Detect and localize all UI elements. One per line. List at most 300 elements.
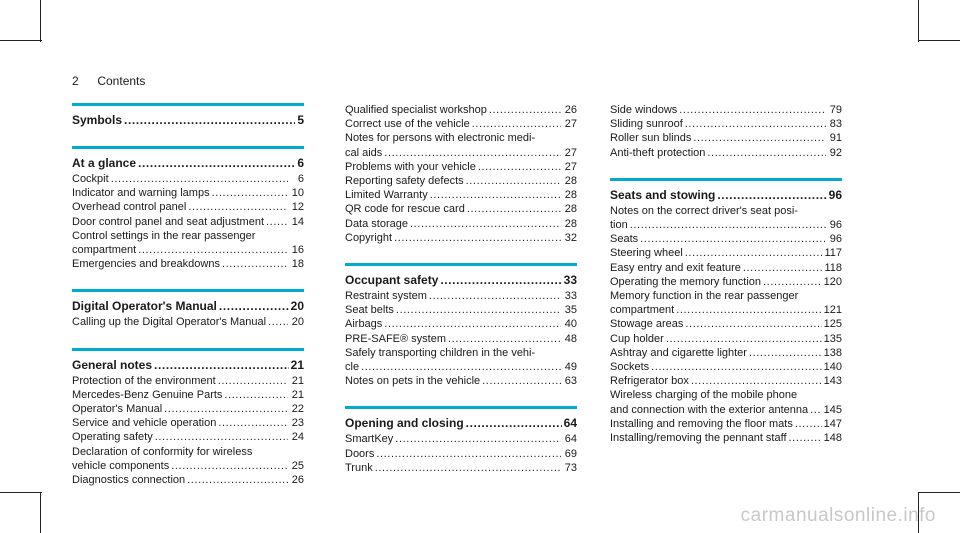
toc-entry[interactable] — [72, 374, 304, 388]
toc-entry[interactable] — [345, 202, 577, 216]
leader-dots — [795, 417, 822, 431]
leader-dots — [478, 160, 561, 174]
entry-line — [610, 218, 842, 232]
section-heading[interactable] — [345, 273, 577, 288]
entry-line — [72, 200, 304, 214]
toc-entry[interactable] — [610, 388, 842, 416]
toc-entry[interactable] — [72, 430, 304, 444]
toc-entry[interactable] — [72, 229, 304, 257]
entry-label: Side windows — [610, 104, 678, 116]
entry-page: 63 — [564, 375, 577, 388]
entry-line — [610, 131, 842, 145]
toc-entry[interactable] — [610, 131, 842, 145]
toc-entry[interactable] — [610, 146, 842, 160]
section-divider — [610, 178, 842, 181]
leader-dots — [395, 432, 561, 446]
entry-label: Operating the memory function — [610, 275, 762, 288]
entry-page: 148 — [823, 432, 842, 445]
leader-dots — [666, 332, 822, 346]
leader-dots — [384, 146, 561, 160]
entry-label: Problems with your vehicle — [345, 160, 476, 173]
entry-page: 32 — [564, 231, 577, 244]
toc-entry[interactable] — [345, 447, 577, 461]
leader-dots — [268, 315, 288, 329]
crop-mark — [918, 492, 960, 493]
section-divider — [72, 146, 304, 149]
section-heading[interactable] — [72, 299, 304, 314]
entry-line — [610, 103, 842, 117]
toc-entry[interactable] — [72, 172, 304, 186]
toc-section — [72, 348, 304, 488]
entry-label: Doors — [345, 447, 375, 460]
entry-page: 10 — [291, 187, 304, 200]
leader-dots — [679, 103, 826, 117]
leader-dots — [111, 172, 288, 186]
leader-dots — [685, 317, 821, 331]
entry-page: 118 — [824, 261, 842, 274]
leader-dots — [749, 346, 822, 360]
entry-line — [345, 217, 577, 231]
entry-line — [345, 360, 577, 374]
leader-dots — [717, 188, 826, 203]
entry-page: 22 — [291, 403, 304, 416]
toc-column-2 — [345, 103, 577, 493]
leader-dots — [440, 273, 561, 288]
entry-page: 83 — [829, 118, 842, 131]
entry-page: 35 — [564, 304, 577, 317]
toc-entry[interactable] — [72, 402, 304, 416]
entry-line — [610, 117, 842, 131]
section-divider — [72, 289, 304, 292]
entry-label: Calling up the Digital Operator's Manual — [72, 316, 267, 329]
entry-page: 27 — [564, 118, 577, 131]
entry-line — [72, 430, 304, 444]
entry-label: Installing/removing the pennant staff — [610, 432, 787, 445]
entry-line — [345, 317, 577, 331]
toc-entry[interactable] — [72, 315, 304, 329]
leader-dots — [467, 202, 561, 216]
entry-line — [345, 174, 577, 188]
toc-entry[interactable] — [72, 388, 304, 402]
entry-page: 18 — [291, 258, 304, 271]
entry-page: 96 — [829, 219, 842, 232]
section-page: 6 — [297, 156, 304, 170]
leader-dots — [489, 103, 561, 117]
leader-dots — [266, 215, 288, 229]
entry-label: Notes on pets in the vehicle — [345, 375, 481, 388]
leader-dots — [430, 188, 561, 202]
toc-entry[interactable] — [345, 317, 577, 331]
toc-entry[interactable] — [345, 188, 577, 202]
entry-label: Correct use of the vehicle — [345, 118, 470, 131]
entry-page: 121 — [823, 304, 842, 317]
leader-dots — [394, 231, 561, 245]
entry-page: 79 — [829, 104, 842, 116]
toc-entry[interactable] — [610, 346, 842, 360]
entry-page: 20 — [291, 316, 304, 329]
leader-dots — [789, 431, 822, 445]
toc-entry[interactable] — [610, 317, 842, 331]
entry-page: 16 — [291, 244, 304, 257]
page-header — [72, 74, 145, 88]
entry-label: and connection with the exterior antenna — [610, 403, 809, 416]
entry-line — [345, 432, 577, 446]
entry-line — [610, 346, 842, 360]
entry-page: 145 — [823, 403, 842, 416]
section-title: At a glance — [72, 156, 137, 170]
entry-page: 117 — [824, 247, 842, 260]
entry-label: compartment — [72, 244, 137, 257]
toc-entry[interactable] — [345, 303, 577, 317]
toc-entry[interactable] — [72, 257, 304, 271]
entry-page: 140 — [823, 361, 842, 374]
entry-label: Service and vehicle operation — [72, 417, 217, 430]
entry-line — [72, 388, 304, 402]
section-heading[interactable] — [72, 156, 304, 171]
entry-label: Operator's Manual — [72, 403, 163, 416]
crop-mark — [40, 492, 41, 533]
leader-dots — [361, 360, 561, 374]
entry-label: Door control panel and seat adjustment — [72, 215, 265, 228]
leader-dots — [375, 461, 561, 475]
leader-dots — [685, 246, 823, 260]
entry-line — [345, 289, 577, 303]
leader-dots — [482, 374, 561, 388]
leader-dots — [763, 275, 822, 289]
toc-entry[interactable] — [345, 160, 577, 174]
toc-entry[interactable] — [345, 174, 577, 188]
toc-entry[interactable] — [345, 131, 577, 159]
entry-line — [72, 215, 304, 229]
entry-label: Data storage — [345, 217, 408, 230]
crop-mark — [0, 492, 42, 493]
entry-line — [345, 146, 577, 160]
entry-label: Notes for persons with electronic medi- — [345, 132, 536, 145]
section-divider — [345, 263, 577, 266]
toc-entry[interactable] — [72, 186, 304, 200]
toc-entry[interactable] — [345, 217, 577, 231]
section-page: 20 — [290, 299, 304, 314]
entry-line — [72, 243, 304, 257]
entry-label: compartment — [610, 304, 675, 317]
leader-dots — [810, 403, 822, 417]
leader-dots — [640, 232, 826, 246]
entry-label: Ashtray and cigarette lighter — [610, 346, 747, 359]
section-divider — [72, 103, 304, 106]
entry-page: 27 — [564, 146, 577, 159]
leader-dots — [396, 303, 561, 317]
entry-line — [345, 447, 577, 461]
entry-label: Memory function in the rear passenger — [610, 290, 799, 303]
entry-page: 143 — [823, 375, 842, 388]
crop-mark — [40, 0, 41, 42]
entry-line — [345, 160, 577, 174]
toc-entry[interactable] — [72, 473, 304, 487]
entry-page: 64 — [564, 433, 577, 446]
toc-entry[interactable] — [610, 360, 842, 374]
entry-label: PRE-SAFE® system — [345, 332, 447, 345]
leader-dots — [472, 117, 561, 131]
entry-line — [345, 374, 577, 388]
entry-label: SmartKey — [345, 433, 394, 446]
page-title: Contents — [97, 74, 146, 88]
section-page: 21 — [290, 357, 304, 372]
leader-dots — [219, 299, 289, 314]
leader-dots — [164, 402, 288, 416]
page-number: 2 — [72, 74, 79, 88]
entry-label: Trunk — [345, 461, 373, 474]
leader-dots — [630, 218, 826, 232]
entry-line — [72, 315, 304, 329]
leader-dots — [155, 430, 288, 444]
entry-page: 73 — [564, 461, 577, 474]
toc-entry[interactable] — [345, 117, 577, 131]
entry-page: 92 — [829, 146, 842, 159]
section-heading[interactable] — [72, 113, 304, 128]
entry-line — [610, 332, 842, 346]
toc-entry[interactable] — [610, 289, 842, 317]
entry-page: 14 — [291, 215, 304, 228]
entry-page: 69 — [564, 447, 577, 460]
leader-dots — [466, 174, 561, 188]
toc-entry[interactable] — [345, 289, 577, 303]
crop-mark — [918, 0, 919, 42]
entry-line — [610, 232, 842, 246]
toc-entry[interactable] — [72, 416, 304, 430]
entry-line — [345, 461, 577, 475]
leader-dots — [154, 358, 289, 373]
leader-dots — [691, 374, 822, 388]
entry-line — [610, 403, 842, 417]
entry-line — [610, 204, 842, 218]
entry-label: Sockets — [610, 361, 650, 374]
entry-line — [72, 229, 304, 243]
leader-dots — [188, 200, 288, 214]
crop-mark — [918, 40, 960, 41]
leader-dots — [222, 257, 288, 271]
entry-line — [72, 459, 304, 473]
entry-label: cle — [345, 361, 360, 374]
entry-line — [72, 172, 304, 186]
entry-line — [610, 374, 842, 388]
toc-entry[interactable] — [345, 103, 577, 117]
entry-label: Indicator and warning lamps — [72, 187, 210, 200]
entry-line — [610, 360, 842, 374]
toc-entry[interactable] — [345, 374, 577, 388]
entry-label: Refrigerator box — [610, 375, 689, 388]
leader-dots — [676, 303, 821, 317]
entry-line — [72, 416, 304, 430]
entry-page: 33 — [564, 290, 577, 303]
leader-dots — [448, 332, 561, 346]
toc-section — [72, 103, 304, 128]
toc-entry[interactable] — [72, 215, 304, 229]
toc-entry[interactable] — [610, 275, 842, 289]
toc-entry[interactable] — [610, 246, 842, 260]
entry-label: Wireless charging of the mobile phone — [610, 389, 798, 402]
entry-page: 125 — [823, 318, 842, 331]
entry-page: 26 — [291, 474, 304, 487]
leader-dots — [743, 261, 823, 275]
section-page: 96 — [828, 187, 842, 202]
entry-label: Emergencies and breakdowns — [72, 258, 220, 271]
toc-section — [610, 103, 842, 160]
entry-label: Declaration of conformity for wireless — [72, 445, 253, 458]
toc-entry[interactable] — [610, 374, 842, 388]
toc-entry[interactable] — [610, 417, 842, 431]
section-title: General notes — [72, 357, 153, 372]
leader-dots — [685, 117, 826, 131]
entry-label: Easy entry and exit feature — [610, 261, 741, 274]
entry-line — [610, 246, 842, 260]
section-heading[interactable] — [345, 416, 577, 431]
leader-dots — [124, 113, 295, 128]
section-heading[interactable] — [610, 188, 842, 203]
entry-label: Seats — [610, 233, 639, 246]
entry-label: Cup holder — [610, 332, 664, 345]
toc-column-3 — [610, 103, 842, 463]
entry-line — [345, 202, 577, 216]
toc-entry[interactable] — [610, 232, 842, 246]
entry-page: 21 — [291, 388, 304, 401]
leader-dots — [376, 447, 561, 461]
entry-label: Installing and removing the floor mats — [610, 417, 793, 430]
leader-dots — [138, 156, 295, 171]
toc-entry[interactable] — [610, 117, 842, 131]
entry-page: 120 — [823, 275, 842, 288]
entry-label: Mercedes-Benz Genuine Parts — [72, 388, 223, 401]
entry-line — [72, 257, 304, 271]
toc-entry[interactable] — [345, 332, 577, 346]
toc-entry[interactable] — [345, 346, 577, 374]
toc-entry[interactable] — [345, 231, 577, 245]
entry-label: Roller sun blinds — [610, 132, 692, 145]
entry-line — [610, 289, 842, 303]
section-title: Opening and closing — [345, 416, 464, 431]
toc-entry[interactable] — [610, 261, 842, 275]
watermark: carmanualsonline.info — [740, 505, 936, 526]
leader-dots — [651, 360, 822, 374]
entry-label: Stowage areas — [610, 318, 684, 331]
section-page: 64 — [563, 416, 577, 431]
crop-mark — [0, 40, 42, 41]
section-page: 5 — [297, 113, 304, 127]
leader-dots — [693, 131, 826, 145]
entry-line — [610, 431, 842, 445]
leader-dots — [218, 416, 288, 430]
entry-line — [610, 146, 842, 160]
entry-label: QR code for rescue card — [345, 203, 465, 216]
leader-dots — [410, 217, 561, 231]
entry-page: 28 — [564, 175, 577, 188]
entry-page: 27 — [564, 160, 577, 173]
entry-label: Overhead control panel — [72, 201, 187, 214]
section-heading[interactable] — [72, 358, 304, 373]
section-page: 33 — [563, 273, 577, 288]
toc-entry[interactable] — [610, 103, 842, 117]
entry-label: Reporting safety defects — [345, 175, 464, 188]
section-divider — [345, 406, 577, 409]
entry-label: Notes on the correct driver's seat posi- — [610, 204, 798, 217]
toc-entry[interactable] — [610, 332, 842, 346]
toc-entry[interactable] — [345, 461, 577, 475]
entry-line — [72, 445, 304, 459]
entry-line — [345, 231, 577, 245]
entry-page: 24 — [291, 431, 304, 444]
entry-label: Steering wheel — [610, 247, 683, 260]
entry-line — [345, 188, 577, 202]
entry-line — [610, 417, 842, 431]
entry-label: Control settings in the rear passenger — [72, 229, 256, 242]
section-divider — [72, 348, 304, 351]
entry-line — [610, 388, 842, 402]
entry-page: 28 — [564, 189, 577, 202]
toc-entry[interactable] — [72, 445, 304, 473]
entry-label: Sliding sunroof — [610, 118, 683, 131]
entry-line — [72, 473, 304, 487]
entry-label: Copyright — [345, 231, 393, 244]
leader-dots — [707, 146, 826, 160]
entry-page: 6 — [297, 173, 304, 185]
toc-section — [345, 406, 577, 475]
section-title: Seats and stowing — [610, 187, 716, 202]
entry-line — [345, 103, 577, 117]
entry-label: Seat belts — [345, 304, 394, 317]
leader-dots — [224, 388, 288, 402]
leader-dots — [466, 416, 562, 431]
entry-page: 12 — [291, 201, 304, 214]
entry-page: 28 — [564, 203, 577, 216]
toc-section — [345, 263, 577, 388]
leader-dots — [187, 473, 288, 487]
entry-label: tion — [610, 219, 628, 232]
entry-label: vehicle components — [72, 459, 170, 472]
toc-section — [345, 103, 577, 245]
entry-page: 40 — [564, 318, 577, 331]
entry-page: 23 — [291, 417, 304, 430]
entry-page: 26 — [564, 104, 577, 116]
entry-line — [610, 303, 842, 317]
entry-label: Cockpit — [72, 173, 109, 185]
entry-label: cal aids — [345, 146, 383, 159]
entry-label: Restraint system — [345, 290, 427, 303]
toc-entry[interactable] — [72, 200, 304, 214]
toc-entry[interactable] — [345, 432, 577, 446]
entry-page: 49 — [564, 361, 577, 374]
entry-line — [72, 374, 304, 388]
entry-label: Airbags — [345, 318, 383, 331]
entry-label: Safely transporting children in the vehi- — [345, 346, 536, 359]
entry-page: 135 — [823, 332, 842, 345]
leader-dots — [138, 243, 288, 257]
entry-page: 91 — [829, 132, 842, 145]
entry-label: Protection of the environment — [72, 374, 216, 387]
toc-column-1 — [72, 103, 304, 505]
entry-line — [345, 131, 577, 145]
entry-label: Diagnostics connection — [72, 474, 186, 487]
entry-page: 96 — [829, 233, 842, 246]
entry-line — [610, 275, 842, 289]
section-title: Occupant safety — [345, 273, 439, 288]
toc-entry[interactable] — [610, 431, 842, 445]
toc-entry[interactable] — [610, 204, 842, 232]
leader-dots — [429, 289, 561, 303]
entry-label: Qualified specialist workshop — [345, 104, 487, 116]
entry-line — [345, 303, 577, 317]
entry-line — [610, 261, 842, 275]
entry-page: 138 — [823, 346, 842, 359]
toc-section — [72, 289, 304, 329]
